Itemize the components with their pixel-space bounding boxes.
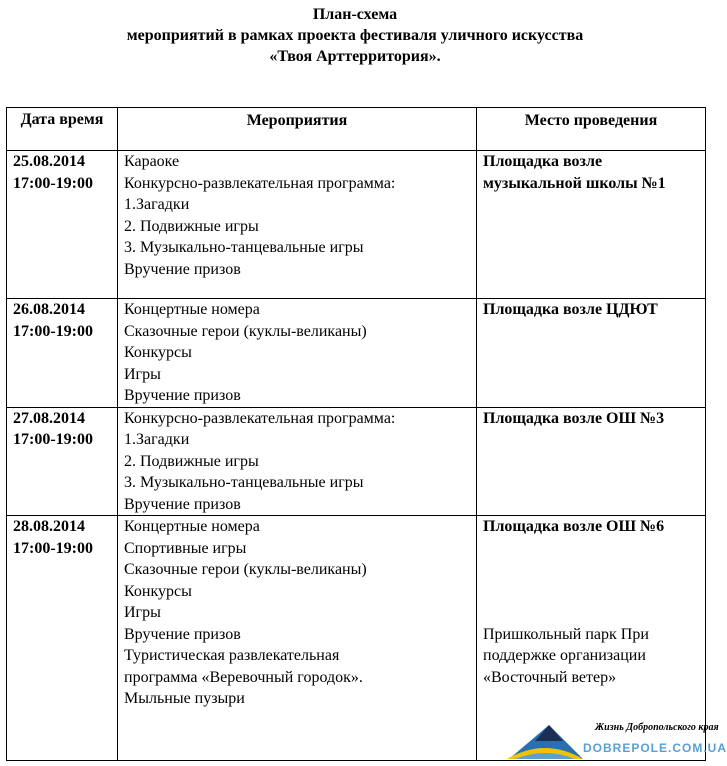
event-item: Сказочные герои (куклы-великаны) [124, 322, 367, 340]
event-item: Вручение призов [124, 387, 241, 404]
event-item: Вручение призов [124, 260, 241, 278]
event-item: Игры [124, 604, 161, 621]
header-events: Мероприятия [118, 108, 477, 151]
event-item: 1.Загадки [124, 431, 190, 448]
event-item: Конкурсно-развлекательная программа: [124, 409, 396, 427]
event-place: Площадка возле музыкальной школы №1 [483, 153, 666, 192]
document-title [0, 4, 710, 67]
event-item: 3. Музыкально-танцевальные игры [124, 239, 364, 256]
mountain-sun-logo-icon [505, 719, 585, 761]
place-cell [477, 299, 706, 408]
date-cell [7, 151, 118, 299]
event-item: Конкурсы [124, 344, 192, 361]
event-item: 2. Подвижные игры [124, 217, 259, 235]
table-row [7, 151, 706, 299]
events-cell [118, 299, 477, 408]
event-item: 1.Загадки [124, 196, 190, 213]
event-time: 17:00-19:00 [13, 431, 93, 448]
place-cell [477, 407, 706, 516]
event-item: 3. Музыкально-танцевальные игры [124, 474, 364, 491]
event-time: 17:00-19:00 [13, 539, 93, 557]
title-line-3: «Твоя Арттерритория». [269, 48, 441, 65]
watermark-caption: Жизнь Добропольского края [595, 722, 719, 733]
events-cell [118, 516, 477, 761]
events-cell [118, 407, 477, 516]
event-date: 25.08.2014 [13, 153, 85, 170]
event-item: Мыльные пузыри [124, 690, 245, 707]
event-date: 26.08.2014 [13, 301, 85, 318]
table-header-row [7, 108, 706, 151]
header-place: Место проведения [477, 108, 706, 151]
watermark-url[interactable]: DOBREPOLE.COM.UA [583, 741, 727, 755]
event-item: Вручение призов [124, 625, 241, 643]
event-item: Концертные номера [124, 301, 260, 318]
date-cell [7, 407, 118, 516]
event-place-note: Пришкольный парк При поддержке организации «Восточный ветер» [483, 625, 649, 686]
event-item: Сказочные герои (куклы-великаны) [124, 561, 367, 578]
title-line-1: План-схема [312, 6, 398, 23]
event-item: Конкурсы [124, 582, 192, 600]
event-item: Конкурсно-развлекательная программа: [124, 174, 396, 192]
event-time: 17:00-19:00 [13, 174, 93, 192]
header-date-time: Дата время [7, 108, 118, 151]
site-watermark-logo [505, 719, 727, 761]
event-date: 27.08.2014 [13, 409, 85, 427]
events-table [6, 107, 706, 761]
date-cell [7, 516, 118, 761]
event-item: Концертные номера [124, 518, 260, 535]
event-date: 28.08.2014 [13, 518, 85, 535]
events-cell [118, 151, 477, 299]
event-place: Площадка возле ОШ №3 [483, 409, 665, 427]
place-cell [477, 151, 706, 299]
title-line-2: мероприятий в рамках проекта фестиваля уличного искусства [126, 27, 584, 44]
event-place: Площадка возле ОШ №6 [483, 518, 665, 535]
event-place: Площадка возле ЦДЮТ [483, 301, 658, 318]
event-item: Караоке [124, 153, 180, 170]
event-item: Игры [124, 365, 161, 383]
table-row [7, 407, 706, 516]
table-row [7, 299, 706, 408]
event-item: Туристическая развлекательная программа «Веревочный городок». [124, 647, 363, 686]
event-item: 2. Подвижные игры [124, 452, 259, 470]
event-time: 17:00-19:00 [13, 322, 93, 340]
event-item: Спортивные игры [124, 539, 247, 557]
date-cell [7, 299, 118, 408]
event-item: Вручение призов [124, 495, 241, 513]
